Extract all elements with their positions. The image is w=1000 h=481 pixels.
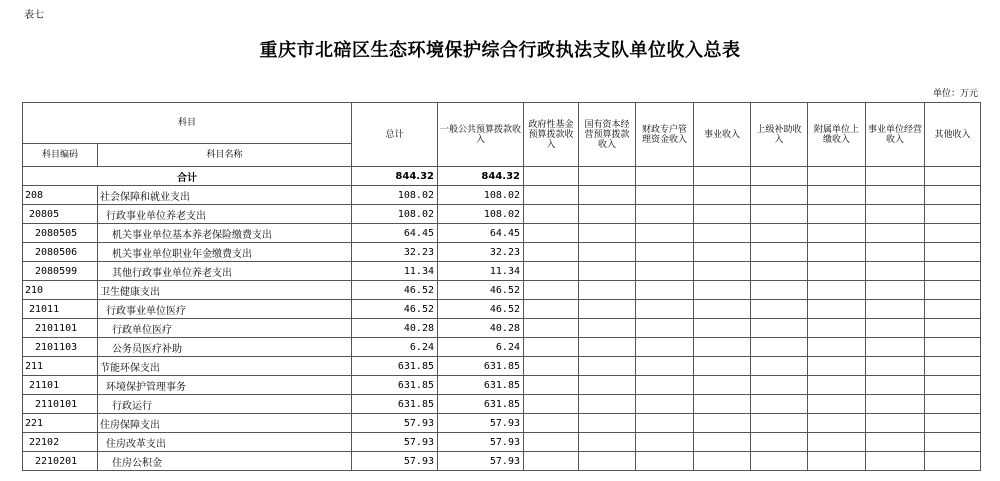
empty-cell [925,414,981,433]
header-subject: 科目 [23,103,352,144]
empty-cell [925,319,981,338]
general-budget-cell: 46.52 [438,300,524,319]
empty-cell [808,186,866,205]
total-cell: 631.85 [352,395,438,414]
general-budget-cell: 46.52 [438,281,524,300]
subject-code-cell: 2110101 [23,395,98,414]
total-cell: 11.34 [352,262,438,281]
total-cell: 108.02 [352,186,438,205]
empty-cell [925,262,981,281]
empty-cell [808,243,866,262]
total-row [23,167,981,186]
empty-cell [925,452,981,471]
empty-cell [751,262,808,281]
header-col-superior-subsidy: 上级补助收入 [751,103,808,167]
empty-cell [866,319,925,338]
general-budget-cell: 108.02 [438,205,524,224]
empty-cell [866,300,925,319]
document-title: 重庆市北碚区生态环境保护综合行政执法支队单位收入总表 [259,40,741,61]
empty-cell [694,243,751,262]
subject-code-cell: 2080505 [23,224,98,243]
empty-cell [694,300,751,319]
empty-cell [925,338,981,357]
subject-code-cell: 22102 [23,433,98,452]
empty-cell [925,243,981,262]
general-budget-cell: 631.85 [438,376,524,395]
empty-cell [866,262,925,281]
empty-cell [524,205,579,224]
empty-cell [636,319,694,338]
empty-cell [751,452,808,471]
table-row [23,243,981,262]
empty-cell [636,205,694,224]
subject-code-cell: 21101 [23,376,98,395]
header-col-affiliated-units: 附属单位上缴收入 [808,103,866,167]
empty-cell [866,281,925,300]
empty-cell [636,224,694,243]
empty-cell [579,376,636,395]
empty-cell [524,357,579,376]
empty-cell [866,186,925,205]
empty-cell [524,433,579,452]
empty-cell [925,186,981,205]
subject-name-cell: 行政运行 [98,395,352,414]
subject-code-cell: 2080506 [23,243,98,262]
empty-cell [694,357,751,376]
empty-cell [524,186,579,205]
table-row [23,338,981,357]
subject-name-cell: 卫生健康支出 [98,281,352,300]
subject-name-cell: 住房保障支出 [98,414,352,433]
empty-cell [636,300,694,319]
empty-cell [636,357,694,376]
empty-cell [866,338,925,357]
empty-cell [636,243,694,262]
table-row [23,395,981,414]
general-budget-cell: 57.93 [438,433,524,452]
empty-cell [524,224,579,243]
general-budget-cell: 6.24 [438,338,524,357]
empty-cell [925,395,981,414]
empty-cell [808,319,866,338]
subject-name-cell: 行政单位医疗 [98,319,352,338]
empty-cell [925,300,981,319]
total-cell: 57.93 [352,433,438,452]
empty-cell [579,205,636,224]
empty-cell [694,414,751,433]
table-row [23,452,981,471]
subject-code-cell: 210 [23,281,98,300]
total-label: 合计 [23,167,352,186]
empty-cell [636,338,694,357]
total-cell: 631.85 [352,357,438,376]
subject-code-cell: 2101101 [23,319,98,338]
table-row [23,205,981,224]
empty-cell [808,414,866,433]
empty-cell [808,452,866,471]
header-col-business-income: 事业收入 [694,103,751,167]
empty-cell [579,243,636,262]
empty-cell [579,414,636,433]
total-cell: 32.23 [352,243,438,262]
empty-cell [925,433,981,452]
empty-cell [751,300,808,319]
subject-name-cell: 行政事业单位养老支出 [98,205,352,224]
total-cell: 631.85 [352,376,438,395]
empty-cell [579,338,636,357]
empty-cell [925,205,981,224]
header-name: 科目名称 [98,144,352,167]
empty-cell [524,414,579,433]
general-budget-cell: 40.28 [438,319,524,338]
empty-cell [694,281,751,300]
empty-cell [866,357,925,376]
subject-code-cell: 21011 [23,300,98,319]
total-cell: 46.52 [352,281,438,300]
total-cell: 844.32 [352,167,438,186]
empty-cell [808,262,866,281]
empty-cell [694,205,751,224]
empty-cell [579,395,636,414]
empty-cell [694,319,751,338]
subject-name-cell: 社会保障和就业支出 [98,186,352,205]
empty-cell [579,262,636,281]
empty-cell [524,300,579,319]
general-budget-cell: 57.93 [438,414,524,433]
table-number: 表七 [24,10,44,21]
header-col-total: 总计 [352,103,438,167]
empty-cell [751,376,808,395]
empty-cell [808,224,866,243]
header-col-special-account: 财政专户管理资金收入 [636,103,694,167]
subject-name-cell: 机关事业单位基本养老保险缴费支出 [98,224,352,243]
empty-cell [636,452,694,471]
header-col-government-fund: 政府性基金预算拨款收入 [524,103,579,167]
empty-cell [808,376,866,395]
empty-cell [751,357,808,376]
empty-cell [866,452,925,471]
table-row [23,300,981,319]
header-col-general-budget: 一般公共预算拨款收入 [438,103,524,167]
empty-cell [925,376,981,395]
total-cell: 57.93 [352,452,438,471]
empty-cell [925,357,981,376]
empty-cell [636,433,694,452]
empty-cell [751,395,808,414]
empty-cell [808,357,866,376]
empty-cell [636,414,694,433]
total-cell: 108.02 [352,205,438,224]
income-summary-table [22,102,981,471]
general-budget-cell: 108.02 [438,186,524,205]
unit-label: 单位：万元 [932,89,978,99]
total-cell: 64.45 [352,224,438,243]
empty-cell [751,186,808,205]
empty-cell [694,395,751,414]
subject-name-cell: 节能环保支出 [98,357,352,376]
empty-cell [579,433,636,452]
general-budget-cell: 64.45 [438,224,524,243]
header-col-state-capital: 国有资本经营预算拨款收入 [579,103,636,167]
empty-cell [751,338,808,357]
general-budget-cell: 631.85 [438,357,524,376]
subject-code-cell: 2210201 [23,452,98,471]
general-budget-cell: 844.32 [438,167,524,186]
general-budget-cell: 631.85 [438,395,524,414]
subject-code-cell: 20805 [23,205,98,224]
subject-name-cell: 住房公积金 [98,452,352,471]
empty-cell [751,205,808,224]
empty-cell [808,338,866,357]
empty-cell [524,262,579,281]
empty-cell [751,224,808,243]
empty-cell [694,452,751,471]
empty-cell [751,414,808,433]
empty-cell [694,376,751,395]
total-cell: 46.52 [352,300,438,319]
header-col-operating-income: 事业单位经营收入 [866,103,925,167]
empty-cell [808,205,866,224]
empty-cell [866,433,925,452]
empty-cell [579,357,636,376]
empty-cell [694,262,751,281]
subject-code-cell: 221 [23,414,98,433]
empty-cell [579,319,636,338]
empty-cell [524,319,579,338]
empty-cell [694,224,751,243]
empty-cell [866,376,925,395]
empty-cell [636,395,694,414]
empty-cell [694,186,751,205]
table-row [23,376,981,395]
empty-cell [524,243,579,262]
subject-name-cell: 其他行政事业单位养老支出 [98,262,352,281]
empty-cell [925,281,981,300]
total-cell: 57.93 [352,414,438,433]
empty-cell [636,186,694,205]
table-row [23,262,981,281]
header-col-other-income: 其他收入 [925,103,981,167]
table-row [23,319,981,338]
subject-name-cell: 环境保护管理事务 [98,376,352,395]
total-cell: 6.24 [352,338,438,357]
empty-cell [636,281,694,300]
empty-cell [925,224,981,243]
empty-cell [694,338,751,357]
total-cell: 40.28 [352,319,438,338]
empty-cell [579,186,636,205]
subject-code-cell: 208 [23,186,98,205]
empty-cell [808,281,866,300]
empty-cell [636,376,694,395]
subject-name-cell: 住房改革支出 [98,433,352,452]
subject-code-cell: 2101103 [23,338,98,357]
empty-cell [751,243,808,262]
empty-cell [524,452,579,471]
table-row [23,414,981,433]
empty-cell [524,376,579,395]
empty-cell [866,205,925,224]
empty-cell [579,452,636,471]
subject-name-cell: 公务员医疗补助 [98,338,352,357]
table-row [23,186,981,205]
empty-cell [636,262,694,281]
empty-cell [808,395,866,414]
table-row [23,281,981,300]
table-row [23,357,981,376]
empty-cell [808,300,866,319]
general-budget-cell: 32.23 [438,243,524,262]
empty-cell [866,395,925,414]
table-row [23,224,981,243]
empty-cell [579,281,636,300]
empty-cell [866,224,925,243]
subject-name-cell: 机关事业单位职业年金缴费支出 [98,243,352,262]
empty-cell [751,433,808,452]
empty-cell [751,281,808,300]
empty-cell [808,433,866,452]
empty-cell [751,319,808,338]
empty-cell [579,300,636,319]
empty-cell [579,224,636,243]
empty-cell [524,338,579,357]
subject-code-cell: 2080599 [23,262,98,281]
subject-code-cell: 211 [23,357,98,376]
header-code: 科目编码 [23,144,98,167]
general-budget-cell: 57.93 [438,452,524,471]
general-budget-cell: 11.34 [438,262,524,281]
empty-cell [694,433,751,452]
empty-cell [866,414,925,433]
table-row [23,433,981,452]
empty-cell [524,281,579,300]
empty-cell [866,243,925,262]
subject-name-cell: 行政事业单位医疗 [98,300,352,319]
empty-cell [524,395,579,414]
